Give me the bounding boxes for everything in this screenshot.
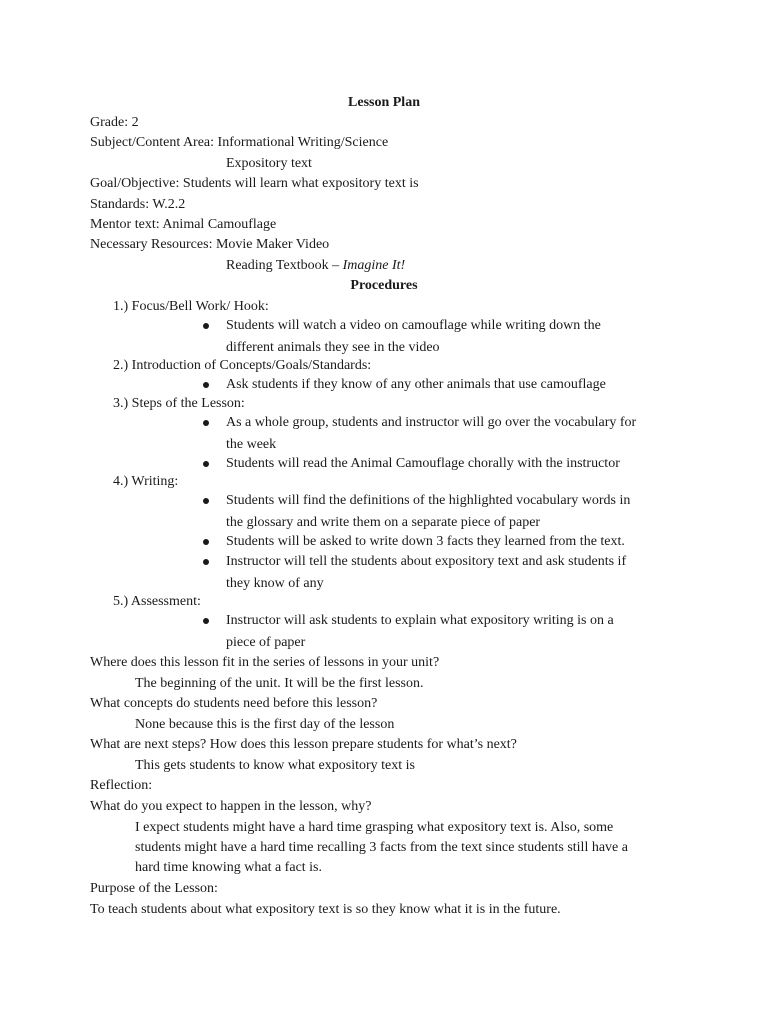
step-4-bullet-3-line-2: they know of any [226,576,324,591]
grade-line: Grade: 2 [90,115,139,130]
bullet-dot [203,498,209,504]
standards-line: Standards: W.2.2 [90,197,186,212]
step-3-bullet-1-line-1: As a whole group, students and instructor will go over the vocabulary for [226,415,637,430]
question-lesson-fit: Where does this lesson fit in the series of lessons in your unit? [90,655,440,670]
step-label-5: 5.) Assessment: [113,594,201,609]
step-1-bullet-1-line-2: different animals they see in the video [226,340,440,355]
question-next-steps: What are next steps? How does this lesson prepare students for what’s next? [90,737,517,752]
answer-next-steps: This gets students to know what expository text is [135,758,415,773]
resources-textbook-title: Imagine It! [342,258,406,273]
answer-expectations-line-1: I expect students might have a hard time grasping what expository text is. Also, some [135,820,614,835]
bullet-dot [203,618,209,624]
step-3-bullet-2-line-1: Students will read the Animal Camouflage chorally with the instructor [226,456,620,471]
question-expectations: What do you expect to happen in the lesson, why? [90,799,372,814]
step-label-2: 2.) Introduction of Concepts/Goals/Standards: [113,358,372,373]
step-label-1: 1.) Focus/Bell Work/ Hook: [113,299,269,314]
step-3-bullet-1-line-2: the week [226,437,277,452]
resources-textbook: Reading Textbook – [226,258,343,273]
document-title: Lesson Plan [348,95,420,110]
step-label-4: 4.) Writing: [113,474,179,489]
question-prior-concepts: What concepts do students need before this lesson? [90,696,378,711]
purpose-text: To teach students about what expository text is so they know what it is in the future. [90,902,561,917]
step-5-bullet-1-line-2: piece of paper [226,635,306,650]
bullet-dot [203,539,209,545]
bullet-dot [203,420,209,426]
answer-lesson-fit: The beginning of the unit. It will be the first lesson. [135,676,424,691]
step-4-bullet-1-line-1: Students will find the definitions of the highlighted vocabulary words in [226,493,631,508]
subject-continuation: Expository text [226,156,312,171]
goal-line: Goal/Objective: Students will learn what expository text is [90,176,419,191]
step-4-bullet-1-line-2: the glossary and write them on a separate piece of paper [226,515,541,530]
answer-prior-concepts: None because this is the first day of the lesson [135,717,395,732]
answer-expectations-line-2: students might have a hard time recalling 3 facts from the text since students still have a [135,840,628,855]
step-4-bullet-3-line-1: Instructor will tell the students about expository text and ask students if [226,554,627,569]
procedures-heading: Procedures [350,278,418,293]
bullet-dot [203,382,209,388]
resources-continuation [226,256,405,276]
bullet-dot [203,461,209,467]
bullet-dot [203,559,209,565]
purpose-heading: Purpose of the Lesson: [90,881,218,896]
step-2-bullet-1-line-1: Ask students if they know of any other animals that use camouflage [226,377,606,392]
bullet-dot [203,323,209,329]
subject-line: Subject/Content Area: Informational Writing/Science [90,135,389,150]
reflection-heading: Reflection: [90,778,153,793]
step-label-3: 3.) Steps of the Lesson: [113,396,245,411]
step-5-bullet-1-line-1: Instructor will ask students to explain what expository writing is on a [226,613,614,628]
resources-line: Necessary Resources: Movie Maker Video [90,237,330,252]
answer-expectations-line-3: hard time knowing what a fact is. [135,860,323,875]
step-1-bullet-1-line-1: Students will watch a video on camouflage while writing down the [226,318,601,333]
step-4-bullet-2-line-1: Students will be asked to write down 3 facts they learned from the text. [226,534,625,549]
mentor-text-line: Mentor text: Animal Camouflage [90,217,277,232]
